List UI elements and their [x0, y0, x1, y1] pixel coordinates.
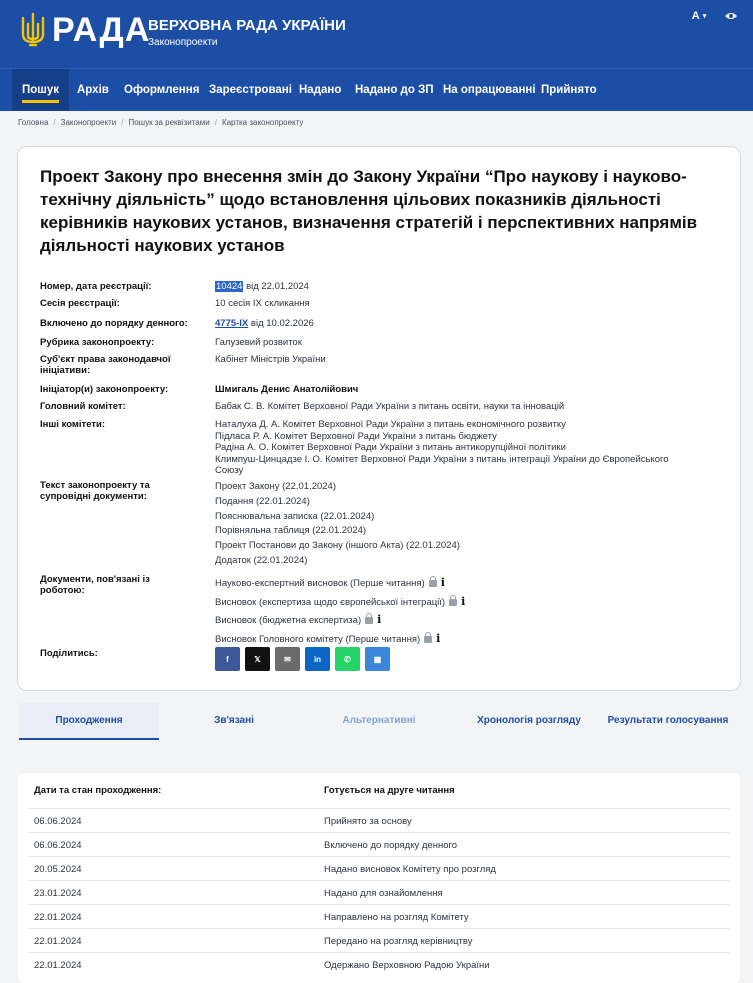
- reg-date: від 22.01.2024: [246, 281, 309, 292]
- table-row: [28, 856, 730, 880]
- logo-text: [148, 17, 346, 48]
- stages-header-status: Готується на друге читання: [324, 785, 455, 796]
- lock-icon: [449, 599, 457, 606]
- main-committee-value: Бабак С. В. Комітет Верховної Ради України з питань освіти, науки та інновацій: [215, 401, 565, 412]
- org-name: ВЕРХОВНА РАДА УКРАЇНИ: [148, 17, 346, 34]
- logo-word: РАДА: [52, 11, 151, 49]
- chevron-down-icon: ▾: [702, 13, 707, 20]
- row-date: 06.06.2024: [34, 840, 82, 851]
- site-header: [0, 0, 753, 68]
- site-logo[interactable]: [20, 12, 150, 48]
- font-size-label: A: [691, 10, 700, 22]
- agenda-label: Включено до порядку денного:: [40, 318, 188, 329]
- linkedin-share-button[interactable]: [305, 647, 330, 671]
- reg-number: 10424: [216, 281, 243, 292]
- agenda-date: від 10.02.2026: [250, 318, 314, 329]
- main-committee-label: Головний комітет:: [40, 401, 126, 412]
- row-status: Одержано Верховною Радою України: [324, 960, 490, 971]
- lock-icon: [429, 580, 437, 587]
- whatsapp-share-button[interactable]: [335, 647, 360, 671]
- subject-value: Кабінет Міністрів України: [215, 354, 326, 365]
- header-tools: [687, 6, 743, 26]
- breadcrumb-search[interactable]: Пошук за реквізитами: [128, 118, 210, 127]
- stages-header-date: Дати та стан проходження:: [34, 785, 162, 796]
- breadcrumb-separator: /: [53, 118, 56, 127]
- nav-item-processing[interactable]: Оформлення: [124, 84, 200, 96]
- table-row: [28, 880, 730, 904]
- nav-item-in-progress[interactable]: На опрацюванні: [443, 84, 536, 96]
- committee-item: Радіна А. О. Комітет Верховної Ради України з питань антикорупційної політики: [215, 442, 566, 453]
- share-buttons: [215, 647, 390, 671]
- work-doc-label: Науково-експертний висновок (Перше читання): [215, 578, 425, 589]
- nav-item-adopted[interactable]: Прийнято: [541, 84, 597, 96]
- eye-icon: [724, 11, 738, 21]
- table-row: [28, 952, 730, 976]
- x-share-button[interactable]: [245, 647, 270, 671]
- accessibility-button[interactable]: [719, 6, 743, 26]
- tab-passage[interactable]: Проходження: [19, 703, 159, 740]
- facebook-icon: f: [226, 654, 229, 664]
- initiator-value: Шмигаль Денис Анатолійович: [215, 384, 359, 395]
- info-icon[interactable]: i: [440, 576, 445, 589]
- subject-label: Суб'єкт права законодавчої ініціативи:: [40, 354, 171, 376]
- row-status: Надано висновок Комітету про розгляд: [324, 864, 496, 875]
- breadcrumb-current: Картка законопроекту: [221, 118, 304, 127]
- info-icon[interactable]: i: [377, 613, 382, 626]
- breadcrumb-home[interactable]: Головна: [18, 118, 49, 127]
- agenda-link[interactable]: 4775-IX: [215, 318, 249, 329]
- committee-item: Наталуха Д. А. Комітет Верховної Ради України з питань економічного розвитку: [215, 419, 566, 430]
- committee-item: Підласа Р. А. Комітет Верховної Ради України з питань бюджету: [215, 430, 497, 442]
- other-committees-list: [215, 419, 735, 477]
- tab-related[interactable]: Зв'язані: [214, 715, 254, 726]
- committee-item: Союзу: [215, 465, 244, 476]
- row-date: 22.01.2024: [34, 960, 82, 971]
- qr-code-button[interactable]: [365, 647, 390, 671]
- tab-chronology[interactable]: Хронологія розгляду: [477, 715, 581, 726]
- nav-item-archive[interactable]: Архів: [77, 84, 109, 96]
- doc-link[interactable]: Подання (22.01.2024): [215, 495, 310, 507]
- work-doc-item[interactable]: [215, 574, 735, 593]
- work-doc-label: Висновок Головного комітету (Перше читання): [215, 633, 421, 645]
- reg-label: Номер, дата реєстрації:: [40, 281, 152, 292]
- tab-voting-results[interactable]: Результати голосування: [607, 715, 729, 726]
- row-date: 20.05.2024: [34, 864, 82, 875]
- breadcrumb-separator: /: [121, 118, 124, 127]
- work-doc-item[interactable]: [215, 611, 735, 630]
- rubric-value: Галузевий розвиток: [215, 337, 302, 348]
- nav-item-provided-zp[interactable]: Надано до ЗП: [355, 84, 434, 96]
- lock-icon: [424, 636, 432, 643]
- row-status: Надано для ознайомлення: [324, 888, 443, 899]
- nav-item-registered[interactable]: Зареєстровані: [209, 84, 292, 96]
- work-docs-list: [215, 574, 735, 648]
- section-name: Законопроекти: [148, 37, 218, 48]
- doc-link[interactable]: Порівняльна таблиця (22.01.2024): [215, 525, 367, 537]
- row-status: Прийнято за основу: [324, 816, 412, 827]
- docs-list: [215, 480, 735, 569]
- qr-code-icon: ▦: [373, 654, 382, 664]
- bill-card: [17, 146, 741, 691]
- nav-item-provided[interactable]: Надано: [299, 84, 342, 96]
- email-share-button[interactable]: [275, 647, 300, 671]
- committee-item: Климпуш-Цинцадзе І. О. Комітет Верховної Ради України з питань інтеграції України до Європейського: [215, 453, 669, 465]
- docs-label: Текст законопроекту та супровідні документи:: [40, 480, 150, 502]
- session-label: Сесія реєстрації:: [40, 298, 120, 309]
- row-status: Передано на розгляд керівництву: [324, 936, 473, 947]
- info-icon[interactable]: i: [461, 594, 466, 608]
- rubric-label: Рубрика законопроекту:: [40, 337, 155, 348]
- share-label: Поділитись:: [40, 648, 98, 659]
- main-nav: [0, 68, 753, 111]
- nav-item-search[interactable]: Пошук: [12, 69, 69, 111]
- work-doc-label: Висновок (бюджетна експертиза): [215, 615, 362, 626]
- table-row: [28, 808, 730, 832]
- other-committees-label: Інші комітети:: [40, 419, 106, 430]
- whatsapp-icon: ✆: [344, 654, 351, 664]
- work-docs-label: Документи, пов'язані із роботою:: [40, 574, 150, 596]
- font-size-button[interactable]: [687, 6, 711, 26]
- x-icon: 𝕏: [254, 654, 261, 664]
- row-date: 23.01.2024: [34, 888, 82, 899]
- breadcrumb-separator: /: [214, 118, 217, 127]
- breadcrumb: [18, 118, 303, 127]
- linkedin-icon: in: [313, 654, 322, 664]
- session-value: 10 сесія IX скликання: [215, 298, 310, 309]
- row-date: 22.01.2024: [34, 936, 82, 947]
- lock-icon: [365, 617, 373, 624]
- row-date: 06.06.2024: [34, 816, 82, 827]
- agenda-value: [215, 318, 735, 330]
- email-icon: ✉: [284, 654, 291, 664]
- work-doc-item[interactable]: [215, 593, 735, 612]
- trident-icon: [20, 12, 46, 48]
- reg-value: [215, 281, 735, 293]
- doc-link[interactable]: Проект Закону (22.01.2024): [215, 481, 337, 492]
- bill-tabs: [19, 703, 739, 739]
- table-row: [28, 904, 730, 928]
- tab-alternative[interactable]: Альтернативні: [342, 715, 416, 726]
- table-row: [28, 832, 730, 856]
- row-status: Направлено на розгляд Комітету: [324, 912, 469, 923]
- doc-link[interactable]: Додаток (22.01.2024): [215, 554, 308, 566]
- work-doc-label: Висновок (експертиза щодо європейської інтеграції): [215, 596, 446, 608]
- bill-title: Проект Закону про внесення змін до Закону України “Про наукову і науково-технічну діяльність” щодо встановлення цільових показників діяльності керівників наукових установ, визначення стратегій і перспективних напрямів діяльності наукових установ: [40, 167, 698, 255]
- doc-link[interactable]: Пояснювальна записка (22.01.2024): [215, 510, 375, 522]
- stages-table: [18, 773, 740, 983]
- facebook-share-button[interactable]: [215, 647, 240, 671]
- work-doc-item[interactable]: [215, 630, 735, 649]
- initiator-label: Ініціатор(и) законопроекту:: [40, 384, 169, 395]
- info-icon[interactable]: i: [436, 631, 441, 645]
- row-status: Включено до порядку денного: [324, 840, 458, 851]
- table-row: [28, 928, 730, 952]
- breadcrumb-bills[interactable]: Законопроекти: [60, 118, 117, 127]
- row-date: 22.01.2024: [34, 912, 82, 923]
- doc-link[interactable]: Проект Постанови до Закону (іншого Акта) (22.01.2024): [215, 540, 460, 552]
